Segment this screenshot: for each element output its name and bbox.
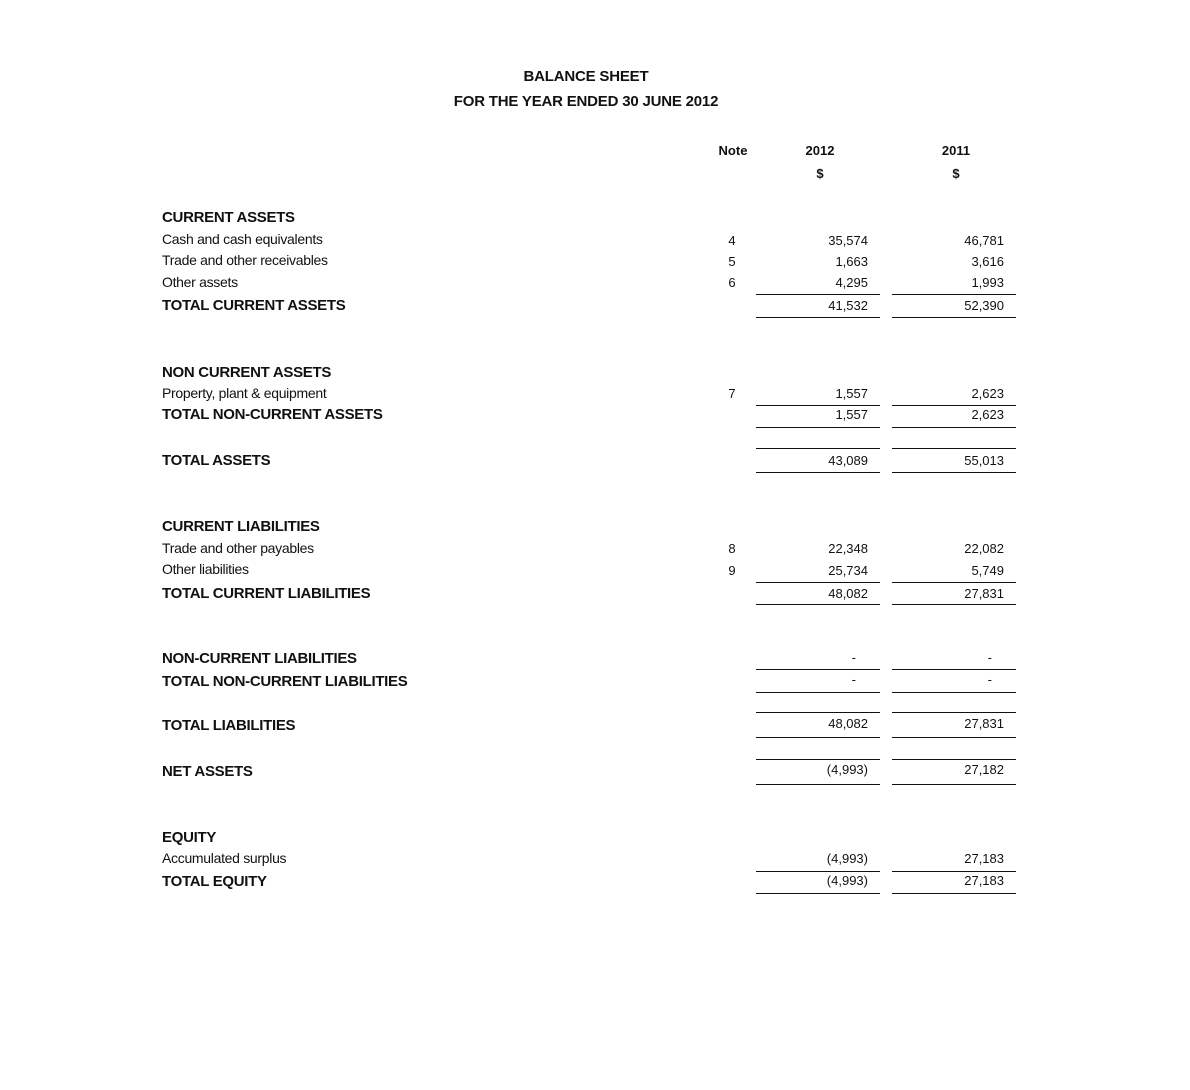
subtotal-rule xyxy=(756,871,880,872)
current-assets-heading: CURRENT ASSETS xyxy=(162,209,295,226)
subtotal-rule xyxy=(756,405,880,406)
subtotal-rule xyxy=(756,669,880,670)
total-non-current-assets-2011: 2,623 xyxy=(971,407,1004,422)
total-rule xyxy=(756,784,880,785)
col-2012-unit: $ xyxy=(816,166,824,181)
row-value-2012: (4,993) xyxy=(826,851,868,866)
subtotal-rule xyxy=(892,405,1016,406)
row-note: 6 xyxy=(728,275,736,290)
total-rule xyxy=(756,712,880,713)
row-label: Property, plant & equipment xyxy=(162,385,327,401)
total-liabilities-label: TOTAL LIABILITIES xyxy=(162,717,296,734)
total-assets-label: TOTAL ASSETS xyxy=(162,452,271,469)
current-liabilities-heading: CURRENT LIABILITIES xyxy=(162,518,320,535)
row-value-2011: 22,082 xyxy=(964,541,1004,556)
total-rule xyxy=(756,317,880,318)
row-note: 7 xyxy=(728,386,736,401)
row-label: Cash and cash equivalents xyxy=(162,231,323,247)
net-assets-2011: 27,182 xyxy=(964,762,1004,777)
row-value-2012: 1,663 xyxy=(835,254,868,269)
total-rule xyxy=(892,893,1016,894)
row-label: Trade and other payables xyxy=(162,540,314,556)
total-rule xyxy=(892,759,1016,760)
subtotal-rule xyxy=(756,294,880,295)
total-rule xyxy=(756,472,880,473)
total-rule xyxy=(892,712,1016,713)
non-current-liabilities-2012: - xyxy=(851,650,856,665)
note-column-header: Note xyxy=(718,143,748,158)
subtotal-rule xyxy=(892,871,1016,872)
total-current-assets-2012: 41,532 xyxy=(828,298,868,313)
total-liabilities-2011: 27,831 xyxy=(964,716,1004,731)
total-rule xyxy=(892,472,1016,473)
total-current-assets-2011: 52,390 xyxy=(964,298,1004,313)
non-current-assets-heading: NON CURRENT ASSETS xyxy=(162,364,332,381)
total-current-liabilities-label: TOTAL CURRENT LIABILITIES xyxy=(162,585,371,602)
page-title: BALANCE SHEET xyxy=(523,68,649,85)
total-equity-2011: 27,183 xyxy=(964,873,1004,888)
total-rule xyxy=(892,737,1016,738)
non-current-liabilities-2011: - xyxy=(987,650,992,665)
total-current-liabilities-2011: 27,831 xyxy=(964,586,1004,601)
row-value-2011: 5,749 xyxy=(971,563,1004,578)
total-rule xyxy=(756,759,880,760)
row-value-2011: 1,993 xyxy=(971,275,1004,290)
total-equity-label: TOTAL EQUITY xyxy=(162,873,267,890)
total-rule xyxy=(756,427,880,428)
subtotal-rule xyxy=(892,294,1016,295)
page-subtitle: FOR THE YEAR ENDED 30 JUNE 2012 xyxy=(453,93,719,110)
subtotal-rule xyxy=(756,582,880,583)
non-current-liabilities-heading: NON-CURRENT LIABILITIES xyxy=(162,650,357,667)
col-2012-year: 2012 xyxy=(805,143,835,158)
row-label: Trade and other receivables xyxy=(162,252,328,268)
total-rule xyxy=(756,893,880,894)
row-note: 5 xyxy=(728,254,736,269)
total-rule xyxy=(756,448,880,449)
row-value-2012: 35,574 xyxy=(828,233,868,248)
equity-heading: EQUITY xyxy=(162,829,217,846)
total-non-current-liabilities-2011: - xyxy=(987,672,992,687)
total-liabilities-2012: 48,082 xyxy=(828,716,868,731)
row-value-2011: 3,616 xyxy=(971,254,1004,269)
total-rule xyxy=(892,692,1016,693)
row-value-2011: 27,183 xyxy=(964,851,1004,866)
col-2011-unit: $ xyxy=(952,166,960,181)
total-assets-2012: 43,089 xyxy=(828,453,868,468)
subtotal-rule xyxy=(892,582,1016,583)
row-value-2012: 25,734 xyxy=(828,563,868,578)
total-rule xyxy=(756,737,880,738)
row-value-2012: 22,348 xyxy=(828,541,868,556)
row-value-2011: 2,623 xyxy=(971,386,1004,401)
row-value-2012: 1,557 xyxy=(835,386,868,401)
total-rule xyxy=(756,692,880,693)
row-note: 8 xyxy=(728,541,736,556)
total-equity-2012: (4,993) xyxy=(826,873,868,888)
total-rule xyxy=(892,427,1016,428)
total-rule xyxy=(756,604,880,605)
col-2011-year: 2011 xyxy=(941,143,971,158)
row-label: Accumulated surplus xyxy=(162,850,287,866)
total-non-current-assets-2012: 1,557 xyxy=(835,407,868,422)
total-rule xyxy=(892,604,1016,605)
row-value-2012: 4,295 xyxy=(835,275,868,290)
total-non-current-liabilities-label: TOTAL NON-CURRENT LIABILITIES xyxy=(162,673,408,690)
total-rule xyxy=(892,317,1016,318)
total-rule xyxy=(892,448,1016,449)
row-label: Other liabilities xyxy=(162,561,249,577)
row-note: 4 xyxy=(728,233,736,248)
total-non-current-assets-label: TOTAL NON-CURRENT ASSETS xyxy=(162,406,383,423)
subtotal-rule xyxy=(892,669,1016,670)
row-label: Other assets xyxy=(162,274,238,290)
row-value-2011: 46,781 xyxy=(964,233,1004,248)
total-current-assets-label: TOTAL CURRENT ASSETS xyxy=(162,297,346,314)
net-assets-label: NET ASSETS xyxy=(162,763,253,780)
net-assets-2012: (4,993) xyxy=(826,762,868,777)
total-assets-2011: 55,013 xyxy=(964,453,1004,468)
total-rule xyxy=(892,784,1016,785)
total-non-current-liabilities-2012: - xyxy=(851,672,856,687)
total-current-liabilities-2012: 48,082 xyxy=(828,586,868,601)
row-note: 9 xyxy=(728,563,736,578)
